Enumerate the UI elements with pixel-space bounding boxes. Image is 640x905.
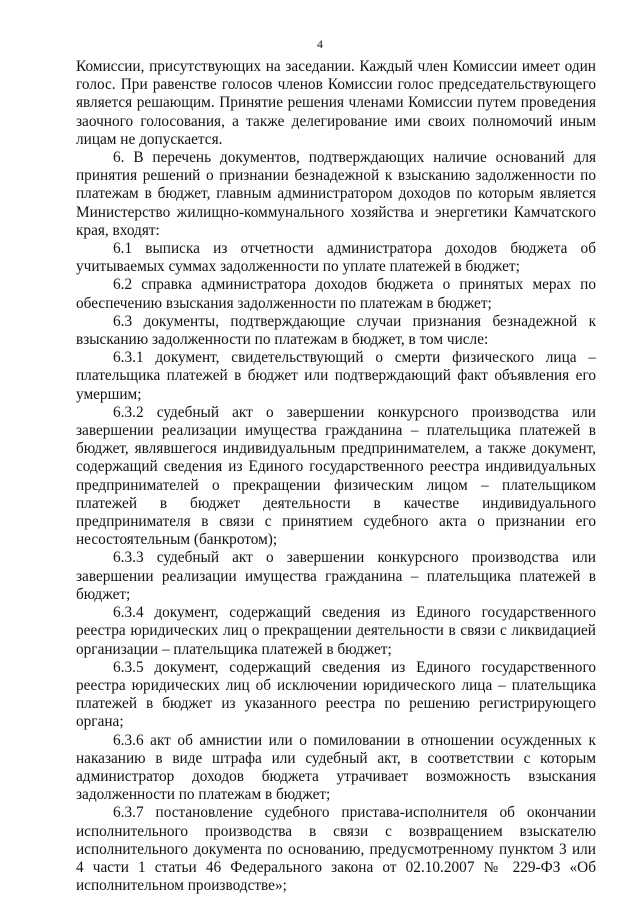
- paragraph-6-3-4: 6.3.4 документ, содержащий сведения из Единого государственного реестра юридических лиц о прекращении деятельности в связи с ликвидацией организации – плательщика платежей в бюджет;: [76, 604, 596, 658]
- paragraph-6-3: 6.3 документы, подтверждающие случаи признания безнадежной к взысканию задолженности по платежам в бюджет, в том числе:: [76, 312, 596, 349]
- paragraph-6-3-3: 6.3.3 судебный акт о завершении конкурсного производства или завершении реализации имущества гражданина – плательщика платежей в бюджет;: [76, 549, 596, 603]
- paragraph-6-document-list: 6. В перечень документов, подтверждающих наличие оснований для принятия решений о признании безнадежной к взысканию задолженности по платежам в бюджет, главным администратором доходов по которым является Министерство жилищно-коммунального хозяйства и энергетики Камчатского края, входят:: [76, 149, 596, 239]
- paragraph-6-2: 6.2 справка администратора доходов бюджета о принятых мерах по обеспечению взыскания задолженности по платежам в бюджет;: [76, 276, 596, 312]
- paragraph-6-3-6: 6.3.6 акт об амнистии или о помиловании в отношении осужденных к наказанию в виде штрафа или судебный акт, в соответствии с которым администратор доходов бюджета утрачивает возможность взыскания задолженности по платежам в бюджет;: [76, 731, 596, 804]
- document-body: [76, 58, 596, 895]
- paragraph-6-3-5: 6.3.5 документ, содержащий сведения из Единого государственного реестра юридических лиц об исключении юридического лица – плательщика платежей в бюджет из указанного реестра по решению регистрирующего органа;: [76, 658, 596, 731]
- paragraph-commission-voting: Комиссии, присутствующих на заседании. Каждый член Комиссии имеет один голос. При равенстве голосов членов Комиссии голос председательствующего является решающим. Принятие решения членами Комиссии путем проведения заочного голосования, а также делегирование ими своих полномочий иным лицам не допускается.: [76, 58, 596, 148]
- paragraph-6-3-2: 6.3.2 судебный акт о завершении конкурсного производства или завершении реализации имущества гражданина – плательщика платежей в бюджет, являвшегося индивидуальным предпринимателем, а также документ, содержащий сведения из Единого государственного реестра индивидуальных предпринимателей о прекращении физическим лицом – плательщиком платежей в бюджет деятельности в качестве индивидуального предпринимателя в связи с принятием судебного акта о признании его несостоятельным (банкротом);: [76, 403, 596, 549]
- paragraph-6-1: 6.1 выписка из отчетности администратора доходов бюджета об учитываемых суммах задолженности по уплате платежей в бюджет;: [76, 240, 596, 276]
- page-number: 4: [317, 37, 323, 51]
- paragraph-6-3-7: 6.3.7 постановление судебного пристава-исполнителя об окончании исполнительного производства в связи с возвращением взыскателю исполнительного документа по основанию, предусмотренному пунктом 3 или 4 части 1 статьи 46 Федерального закона от 02.10.2007 № 229-ФЗ «Об исполнительном производстве»;: [76, 804, 596, 895]
- paragraph-6-3-1: 6.3.1 документ, свидетельствующий о смерти физического лица – плательщика платежей в бюджет или подтверждающий факт объявления его умершим;: [76, 349, 596, 403]
